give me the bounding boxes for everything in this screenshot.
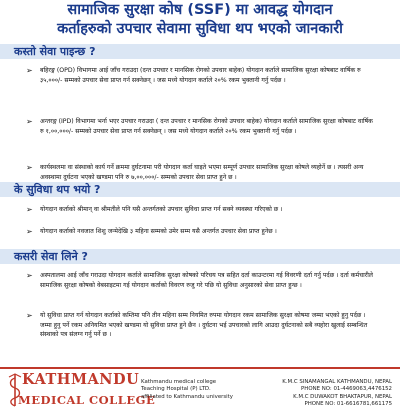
checkmark-arrow-icon: ➢ (26, 271, 33, 280)
checkmark-arrow-icon: ➢ (26, 66, 33, 75)
section-heading-process: कसरी सेवा लिने ? (0, 249, 400, 264)
title-line-1: सामाजिक सुरक्षा कोष (SSF) मा आवद्ध योगदान (67, 2, 333, 18)
hospital-affiliation: affiliated to Kathmandu university (141, 393, 233, 400)
list-item (26, 311, 376, 340)
bullet-text: कार्यस्थलमा वा संस्थाको कार्य गर्ने क्रममा दुर्घटनामा परी योगदान कर्ता घाइते भएमा सम्पूर्ण उपचार सामाजिक सुरक्षा कोषले व्यहोर्ने छ । त्यसरी अन्य अवस्थामा दुर्घटना भएको खण्डमा पनि रु ७,००,०००/- सम्मको उपचार सेवा प्राप्त हुने छ । (40, 164, 364, 181)
hospital-info (141, 379, 233, 401)
brand-name-line-2: MEDICAL COLLEGE (18, 393, 156, 407)
bullet-text: योगदान कर्ताको नवजात शिशु जन्मेदेखि ३ महिना सम्मको उमेर सम्म यसै अन्तर्गत उपचार सेवा प्राप्त हुनेछ । (40, 228, 277, 235)
address-sinamangal: K.M.C SINAMANGAL KATHMANDU, NEPAL (282, 379, 392, 385)
bullet-text: बहिरङ्ग (OPD) विभागमा आई जाँच गराउदा (दन्त उपचार र मानसिक रोगको उपचार बाहेक) योगदान कर्ताले सामाजिक सुरक्षा कोषबाट वार्षिक रु ३५,०००/- सम्मको उपचार सेवा प्राप्त गर्न सक्नेछन् । जस मध्ये योगदान कर्ताले २०% रकम भुक्तानी गर्नु पर्दछ । (40, 67, 361, 84)
list-item (26, 117, 376, 136)
bullet-text: योगदान कर्ताको श्रीमान् वा श्रीमतीले पनि यसै अन्तर्गतको उपचार सुविधा प्राप्त गर्न सक्ने व्यवस्था गरिएको छ । (40, 206, 283, 213)
title-line-2: कर्ताहरुको उपचार सेवामा सुविधा थप भएको जानकारी (57, 21, 343, 37)
notice-title (0, 0, 400, 39)
phone-sinamangal: PHONE NO: 01-4469063,4476152 (301, 386, 392, 393)
list-item (26, 66, 376, 85)
bullet-text: अस्पतालमा आई जाँच गराउदा योगदान कर्ताले सामाजिक सुरक्षा कोषको परिचय पत्र सहित दर्ता काउन्टरमा गई विवरणी दर्ता गर्नु पर्दछ । दर्ता कर्मचारीले सामाजिक सुरक्षा कोषको वेबसाइटमा गई योगदान कर्ताको विवरण रुजु गरे पछि यो सुविधा अनुसारको सेवा प्राप्त हुन्छ । (40, 272, 374, 289)
list-item (26, 163, 376, 182)
footer-divider (0, 367, 400, 369)
checkmark-arrow-icon: ➢ (26, 227, 33, 236)
section-heading-eligibility: के सुविधा थप भयो ? (0, 182, 400, 197)
checkmark-arrow-icon: ➢ (26, 205, 33, 214)
checkmark-arrow-icon: ➢ (26, 311, 33, 320)
checkmark-arrow-icon: ➢ (26, 163, 33, 172)
hospital-name: Kathmandu medical college (141, 379, 217, 385)
address-duwakot: K.M.C DUWAKOT BHAKTAPUR, NEPAL (293, 393, 392, 400)
phone-duwakot: PHONE NO: 01-6616781,661175 (304, 401, 392, 408)
checkmark-arrow-icon: ➢ (26, 117, 33, 126)
bullet-text: यो सुविधा प्राप्त गर्न योगदान कर्ताको कम्तिमा पनि तीन महिना सम्म नियमित रुपमा योगदान रकम सामाजिक सुरक्षा कोषमा जम्मा भएको हुनु पर्दछ । जम्मा हुनु पर्ने रकम अनियमित भएको खण्डमा यो सुविधा प्राप्त हुने छैन । दुर्घटना भई उपचारको लागि आउदा दुर्घटनाको सबै व्यहोरा खुलाई सम्बन्धित संस्थाको पत्र संलग्न गर्नु पर्ने छ । (40, 312, 368, 339)
brand-name-line-1: KATHMANDU (22, 371, 140, 388)
hospital-subtitle: Teaching Hospital (P) LTD. (141, 386, 211, 393)
section-heading-benefits: कस्तो सेवा पाइन्छ ? (0, 44, 400, 59)
bullet-text: अन्तरङ्ग (IPD) विभागमा भर्ना भएर उपचार गराउदा ( दन्त उपचार र मानसिक रोगको उपचार बाहेक) योगदान कर्ताले सामाजिक सुरक्षा कोषबाट वार्षिक रु १,००,०००/- सम्मको उपचार सेवा प्राप्त गर्न सक्नेछन् । जस मध्ये योगदान कर्ताले २०% रकम भुक्तानी गर्नु पर्दछ । (40, 118, 373, 135)
list-item (26, 271, 376, 290)
list-item (26, 227, 376, 237)
contact-info (282, 379, 392, 409)
list-item (26, 205, 376, 215)
